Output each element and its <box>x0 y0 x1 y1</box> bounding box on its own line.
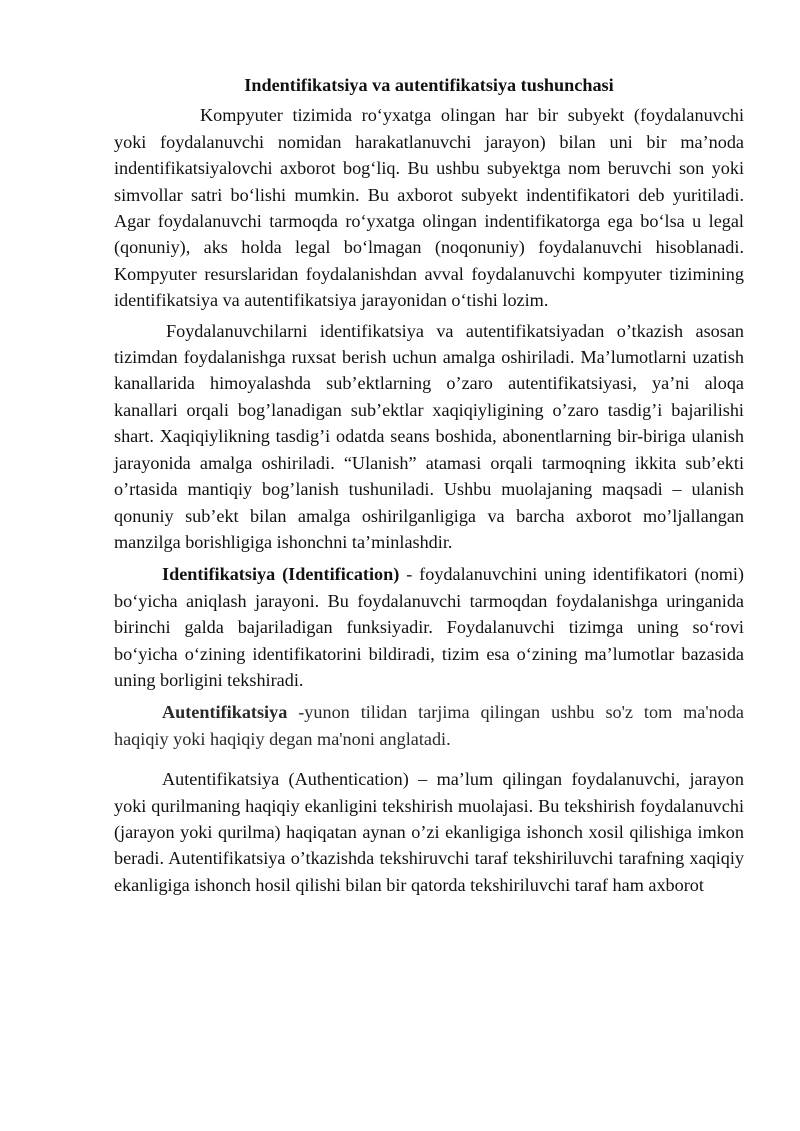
authentication-etymology-text: -yunon tilidan tarjima qilingan ushbu so'z tom ma'noda haqiqiy yoki haqiqiy degan ma'noni anglatadi. <box>114 702 744 749</box>
page-title: Indentifikatsiya va autentifikatsiya tushunchasi <box>244 75 614 95</box>
term-identification: Identifikatsiya (Identification) <box>162 564 400 585</box>
paragraph-identification-definition <box>114 561 744 693</box>
term-authentication: Autentifikatsiya <box>162 702 288 723</box>
paragraph-authentication-etymology <box>114 699 744 752</box>
paragraph-identifier-intro: Kompyuter tizimida ro‘yxatga olingan har bir subyekt (foydalanuvchi yoki foydalanuvchi nomidan harakatlanuvchi jarayon) bilan uni bir ma’noda indentifikatsiyalovchi axborot bog‘liq. Bu ushbu subyektga nom beruvchi son yoki simvollar satri bo‘lishi mumkin. Bu axborot subyekt indentifikatori deb yuritiladi. Agar foydalanuvchi tarmoqda ro‘yxatga olingan indentifikatorga ega bo‘lsa u legal (qonuniy), aks holda legal bo‘lmagan (noqonuniy) foydalanuvchi hisoblanadi. Kompyuter resurslaridan foydalanishdan avval foydalanuvchi kompyuter tizimining identifikatsiya va autentifikatsiya jarayonidan o‘tishi lozim. <box>114 105 744 311</box>
paragraph-authentication-purpose: Foydalanuvchilarni identifikatsiya va autentifikatsiyadan o’tkazish asosan tizimdan foydalanishga ruxsat berish uchun amalga oshiriladi. Ma’lumotlarni uzatish kanallarida himoyalashda sub’ektlarning o’zaro autentifikatsiyasi, ya’ni aloqa kanallari orqali bog’lanadigan sub’ektlar xaqiqiyligining o’zaro tasdig’i bajarilishi shart. Xaqiqiylikning tasdig’i odatda seans boshida, abonentlarning bir-biriga ulanish jarayonida amalga oshiriladi. “Ulanish” atamasi orqali tarmoqning ikkita sub’ekti o’rtasida mantiqiy bog’lanish tushuniladi. Ushbu muolajaning maqsadi – ulanish qonuniy sub’ekt bilan amalga oshirilganligiga va barcha axborot mo’ljallangan manzilga borishligiga ishonchni ta’minlashdir. <box>114 320 744 552</box>
identification-definition-text: - foydalanuvchini uning identifikatori (nomi) bo‘yicha aniqlash jarayoni. Bu foydalanuvchi tarmoqdan foydalanishga uringanida birinchi galda bajariladigan funksiyadir. Foydalanuvchi tizimga uning so‘rovi bo‘yicha o‘zining identifikatorini bildiradi, tizim esa o‘zining ma’lumotlar bazasida uning borligini tekshiradi. <box>114 564 744 690</box>
document-page <box>114 72 744 898</box>
paragraph-authentication-definition: Autentifikatsiya (Authentication) – ma’lum qilingan foydalanuvchi, jarayon yoki qurilmaning haqiqiy ekanligini tekshirish muolajasi. Bu tekshirish foydalanuvchi (jarayon yoki qurilma) haqiqatan aynan o’zi ekanligiga ishonch xosil qilishiga imkon beradi. Autentifikatsiya o’tkazishda tekshiruvchi taraf tekshiriluvchi tarafning xaqiqiy ekanligiga ishonch hosil qilishi bilan bir qatorda tekshiriluvchi taraf ham axborot <box>114 769 744 895</box>
